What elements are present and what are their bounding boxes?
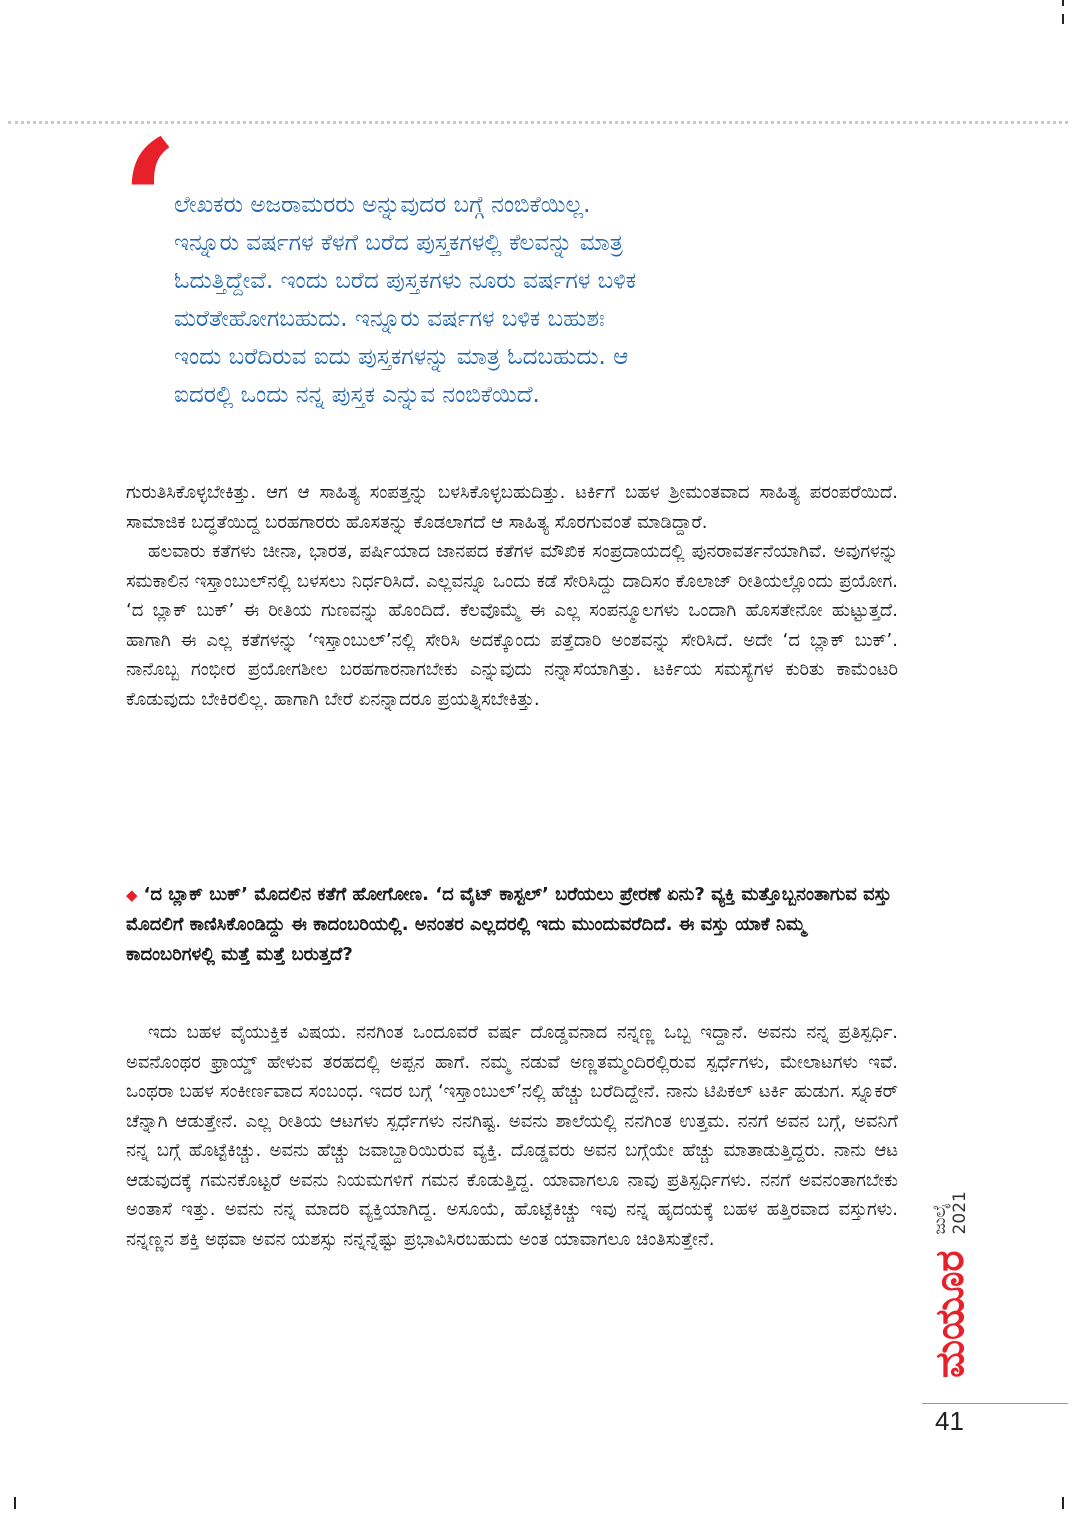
- article-paragraph: ಹಲವಾರು ಕತೆಗಳು ಚೀನಾ, ಭಾರತ, ಪರ್ಷಿಯಾದ ಜಾನಪದ ಕತೆಗಳ ಮೌಖಿಕ ಸಂಪ್ರದಾಯದಲ್ಲಿ ಪುನರಾವರ್ತನೆಯಾಗಿವೆ. ಅವುಗಳನ್ನು ಸಮಕಾಲಿನ ಇಸ್ತಾಂಬುಲ್‌ನಲ್ಲಿ ಬಳಸಲು ನಿರ್ಧರಿಸಿದೆ. ಎಲ್ಲವನ್ನೂ ಒಂದು ಕಡೆ ಸೇರಿಸಿದ್ದು ದಾದಿಸಂ ಕೊಲಾಜ್ ರೀತಿಯಲ್ಲೊಂದು ಪ್ರಯೋಗ. ‘ದ ಬ್ಲಾಕ್ ಬುಕ್’ ಈ ರೀತಿಯ ಗುಣವನ್ನು ಹೊಂದಿದೆ. ಕೆಲವೊಮ್ಮೆ ಈ ಎಲ್ಲ ಸಂಪನ್ಮೂಲಗಳು ಒಂದಾಗಿ ಹೊಸತೇನೋ ಹುಟ್ಟುತ್ತದೆ. ಹಾಗಾಗಿ ಈ ಎಲ್ಲ ಕತೆಗಳನ್ನು ‘ಇಸ್ತಾಂಬುಲ್’ನಲ್ಲಿ ಸೇರಿಸಿ ಅದಕ್ಕೊಂದು ಪತ್ತೆದಾರಿ ಅಂಶವನ್ನು ಸೇರಿಸಿದೆ. ಅದೇ ‘ದ ಬ್ಲಾಕ್ ಬುಕ್’. ನಾನೊಬ್ಬ ಗಂಭೀರ ಪ್ರಯೋಗಶೀಲ ಬರಹಗಾರನಾಗಬೇಕು ಎನ್ನುವುದು ನನ್ನಾಸೆಯಾಗಿತ್ತು. ಟರ್ಕಿಯ ಸಮಸ್ಯೆಗಳ ಕುರಿತು ಕಾಮೆಂಟರಿ ಕೊಡುವುದು ಬೇಕಿರಲಿಲ್ಲ. ಹಾಗಾಗಿ ಬೇರೆ ಏನನ್ನಾದರೂ ಪ್ರಯತ್ನಿಸಬೇಕಿತ್ತು.: [126, 541, 898, 710]
- quote-mark-icon: ‘: [120, 103, 180, 303]
- pull-quote-line: ಮರೆತೇಹೋಗಬಹುದು. ಇನ್ನೂರು ವರ್ಷಗಳ ಬಳಿಕ ಬಹುಶಃ: [174, 306, 605, 332]
- pull-quote-line: ಓದುತ್ತಿದ್ದೇವೆ. ಇಂದು ಬರೆದ ಪುಸ್ತಕಗಳು ನೂರು ವರ್ಷಗಳ ಬಳಿಕ: [174, 268, 637, 294]
- crop-mark: [1062, 0, 1064, 6]
- interview-question: [126, 880, 898, 970]
- diamond-bullet-icon: ◆: [126, 886, 138, 904]
- pull-quote-line: ಇನ್ನೂರು ವರ್ಷಗಳ ಕೆಳಗೆ ಬರೆದ ಪುಸ್ತಕಗಳಲ್ಲಿ ಕೆಲವನ್ನು ಮಾತ್ರ: [174, 230, 623, 256]
- pull-quote-line: ಇಂದು ಬರೆದಿರುವ ಐದು ಪುಸ್ತಕಗಳನ್ನು ಮಾತ್ರ ಓದಬಹುದು. ಆ: [174, 344, 629, 370]
- issue-date: ಜುಲೈ 2021: [930, 1191, 970, 1235]
- pull-quote-line: ಐದರಲ್ಲಿ ಒಂದು ನನ್ನ ಪುಸ್ತಕ ಎನ್ನುವ ನಂಬಿಕೆಯಿದೆ.: [174, 382, 540, 408]
- crop-mark: [1062, 1497, 1064, 1509]
- crop-mark: [1062, 14, 1064, 24]
- article-paragraph: ಇದು ಬಹಳ ವೈಯುಕ್ತಿಕ ವಿಷಯ. ನನಗಿಂತ ಒಂದೂವರೆ ವರ್ಷ ದೊಡ್ಡವನಾದ ನನ್ನಣ್ಣ ಒಬ್ಬ ಇದ್ದಾನೆ. ಅವನು ನನ್ನ ಪ್ರತಿಸ್ಪರ್ಧಿ. ಅವನೊಂಥರ ಫ್ರಾಯ್ಡ್ ಹೇಳುವ ತರಹದಲ್ಲಿ ಅಪ್ಪನ ಹಾಗೆ. ನಮ್ಮ ನಡುವೆ ಅಣ್ಣತಮ್ಮಂದಿರಲ್ಲಿರುವ ಸ್ಪರ್ಧೆಗಳು, ಮೇಲಾಟಗಳು ಇವೆ. ಒಂಥರಾ ಬಹಳ ಸಂಕೀರ್ಣವಾದ ಸಂಬಂಧ. ಇದರ ಬಗ್ಗೆ ‘ಇಸ್ತಾಂಬುಲ್’ನಲ್ಲಿ ಹೆಚ್ಚು ಬರೆದಿದ್ದೇನೆ. ನಾನು ಟಿಪಿಕಲ್ ಟರ್ಕಿ ಹುಡುಗ. ಸ್ನೂಕರ್ ಚೆನ್ನಾಗಿ ಆಡುತ್ತೇನೆ. ಎಲ್ಲ ರೀತಿಯ ಆಟಗಳು ಸ್ಪರ್ಧೆಗಳು ನನಗಿಷ್ಟ. ಅವನು ಶಾಲೆಯಲ್ಲಿ ನನಗಿಂತ ಉತ್ತಮ. ನನಗೆ ಅವನ ಬಗ್ಗೆ, ಅವನಿಗೆ ನನ್ನ ಬಗ್ಗೆ ಹೊಟ್ಟೆಕಿಚ್ಚು. ಅವನು ಹೆಚ್ಚು ಜವಾಬ್ದಾರಿಯಿರುವ ವ್ಯಕ್ತಿ. ದೊಡ್ಡವರು ಅವನ ಬಗ್ಗೆಯೇ ಹೆಚ್ಚು ಮಾತಾಡುತ್ತಿದ್ದರು. ನಾನು ಆಟ ಆಡುವುದಕ್ಕೆ ಗಮನಕೊಟ್ಟರೆ ಅವನು ನಿಯಮಗಳಿಗೆ ಗಮನ ಕೊಡುತ್ತಿದ್ದ. ಯಾವಾಗಲೂ ನಾವು ಪ್ರತಿಸ್ಪರ್ಧಿಗಳು. ನನಗೆ ಅವನಂತಾಗಬೇಕು ಅಂತಾಸೆ ಇತ್ತು. ಅವನು ನನ್ನ ಮಾದರಿ ವ್ಯಕ್ತಿಯಾಗಿದ್ದ. ಅಸೂಯೆ, ಹೊಟ್ಟೆಕಿಚ್ಚು ಇವು ನನ್ನ ಹೃದಯಕ್ಕೆ ಬಹಳ ಹತ್ತಿರವಾದ ವಸ್ತುಗಳು. ನನ್ನಣ್ಣನ ಶಕ್ತಿ ಅಥವಾ ಅವನ ಯಶಸ್ಸು ನನ್ನನ್ನೆಷ್ಟು ಪ್ರಭಾವಿಸಿರಬಹುದು ಅಂತ ಯಾವಾಗಲೂ ಚಿಂತಿಸುತ್ತೇನೆ.: [126, 1022, 898, 1250]
- article-paragraph: ಗುರುತಿಸಿಕೊಳ್ಳಬೇಕಿತ್ತು. ಆಗ ಆ ಸಾಹಿತ್ಯ ಸಂಪತ್ತನ್ನು ಬಳಸಿಕೊಳ್ಳಬಹುದಿತ್ತು. ಟರ್ಕಿಗೆ ಬಹಳ ಶ್ರೀಮಂತವಾದ ಸಾಹಿತ್ಯ ಪರಂಪರೆಯಿದೆ. ಸಾಮಾಜಿಕ ಬದ್ಧತೆಯಿದ್ದ ಬರಹಗಾರರು ಹೊಸತನ್ನು ಕೊಡಲಾಗದೆ ಆ ಸಾಹಿತ್ಯ ಸೊರಗುವಂತೆ ಮಾಡಿದ್ದಾರೆ.: [126, 482, 898, 533]
- pull-quote-line: ಲೇಖಕರು ಅಜರಾಮರರು ಅನ್ನುವುದರ ಬಗ್ಗೆ ನಂಬಿಕೆಯಿಲ್ಲ.: [174, 192, 591, 218]
- page-number: 41: [935, 1406, 964, 1436]
- crop-mark: [14, 1497, 16, 1509]
- question-text: ‘ದ ಬ್ಲಾಕ್ ಬುಕ್’ ಮೊದಲಿನ ಕತೆಗೆ ಹೋಗೋಣ. ‘ದ ವೈಟ್ ಕಾಸ್ಟಲ್’ ಬರೆಯಲು ಪ್ರೇರಣೆ ಏನು? ವ್ಯಕ್ತಿ ಮತ್ತೊಬ್ಬನಂತಾಗುವ ವಸ್ತು ಮೊದಲಿಗೆ ಕಾಣಿಸಿಕೊಂಡಿದ್ದು ಈ ಕಾದಂಬರಿಯಲ್ಲಿ. ಅನಂತರ ಎಲ್ಲದರಲ್ಲಿ ಇದು ಮುಂದುವರೆದಿದೆ. ಈ ವಸ್ತು ಯಾಕೆ ನಿಮ್ಮ ಕಾದಂಬರಿಗಳಲ್ಲಿ ಮತ್ತೆ ಮತ್ತೆ ಬರುತ್ತದೆ?: [126, 884, 892, 965]
- magazine-sidebar: [922, 1178, 978, 1378]
- article-body-bottom: [126, 1018, 898, 1254]
- folio-rule: [922, 1403, 1068, 1404]
- article-body-top: [126, 478, 898, 714]
- pull-quote: [174, 186, 814, 414]
- magazine-logo: ಮಯೂರ: [927, 1250, 973, 1378]
